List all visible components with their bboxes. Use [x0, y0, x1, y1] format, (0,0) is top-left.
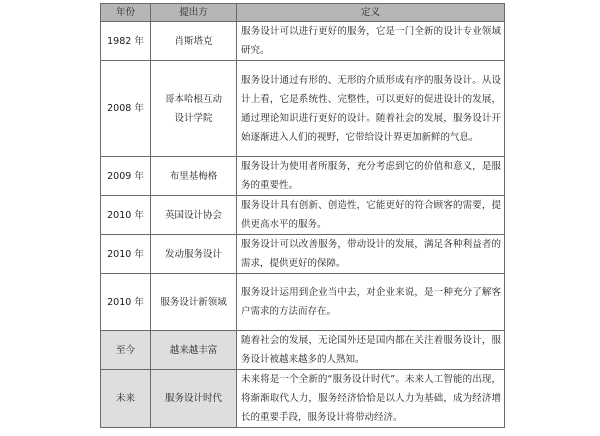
service-design-definitions-table [100, 3, 505, 428]
cell-proposer [151, 61, 237, 157]
table-row [101, 196, 505, 235]
table-row [101, 235, 505, 274]
header-proposer: 提出方 [151, 4, 237, 22]
cell-definition: 服务设计通过有形的、无形的介质形成有序的服务设计。从设计上看，它是系统性、完整性，可以更好的促进设计的发展，通过理论知识进行更好的设计。随着社会的发展，服务设计开始逐渐进入人们的视野，它带给设计界更加新鲜的气息。 [237, 61, 505, 157]
cell-year: 2009 年 [101, 157, 151, 196]
cell-definition: 服务设计可以进行更好的服务，它是一门全新的设计专业领域研究。 [237, 22, 505, 61]
cell-proposer: 服务设计时代 [151, 370, 237, 428]
cell-definition: 服务设计为使用者所服务，充分考虑到它的价值和意义，是服务的重要性。 [237, 157, 505, 196]
cell-proposer: 服务设计新领域 [151, 274, 237, 331]
cell-proposer: 越来越丰富 [151, 331, 237, 370]
cell-year: 至今 [101, 331, 151, 370]
table-row [101, 157, 505, 196]
cell-year: 2008 年 [101, 61, 151, 157]
table-row [101, 274, 505, 331]
cell-definition: 服务设计运用到企业当中去，对企业来说，是一种充分了解客户需求的方法而存在。 [237, 274, 505, 331]
cell-year: 1982 年 [101, 22, 151, 61]
header-definition: 定义 [237, 4, 505, 22]
cell-proposer: 英国设计协会 [151, 196, 237, 235]
service-design-definitions-table-wrap [100, 3, 504, 428]
cell-definition: 服务设计可以改善服务，带动设计的发展，满足各种利益者的需求，提供更好的保障。 [237, 235, 505, 274]
table-row [101, 61, 505, 157]
header-year: 年份 [101, 4, 151, 22]
cell-proposer-text: 哥本哈根互动设计学院 [164, 93, 222, 124]
cell-year: 2010 年 [101, 274, 151, 331]
cell-definition: 服务设计具有创新、创造性，它能更好的符合顾客的需要，提供更高水平的服务。 [237, 196, 505, 235]
table-row [101, 22, 505, 61]
cell-year: 未来 [101, 370, 151, 428]
cell-year: 2010 年 [101, 235, 151, 274]
cell-definition: 随着社会的发展，无论国外还是国内都在关注着服务设计，服务设计被越来越多的人熟知。 [237, 331, 505, 370]
table-row [101, 331, 505, 370]
table-header-row [101, 4, 505, 22]
cell-proposer: 布里基梅格 [151, 157, 237, 196]
cell-proposer: 肖斯塔克 [151, 22, 237, 61]
cell-proposer: 发动服务设计 [151, 235, 237, 274]
cell-year: 2010 年 [101, 196, 151, 235]
table-row [101, 370, 505, 428]
cell-definition: 未来将是一个全新的“服务设计时代”。未来人工智能的出现，将渐渐取代人力，服务经济恰恰是以人力为基础，成为经济增长的重要手段，服务设计将带动经济。 [237, 370, 505, 428]
